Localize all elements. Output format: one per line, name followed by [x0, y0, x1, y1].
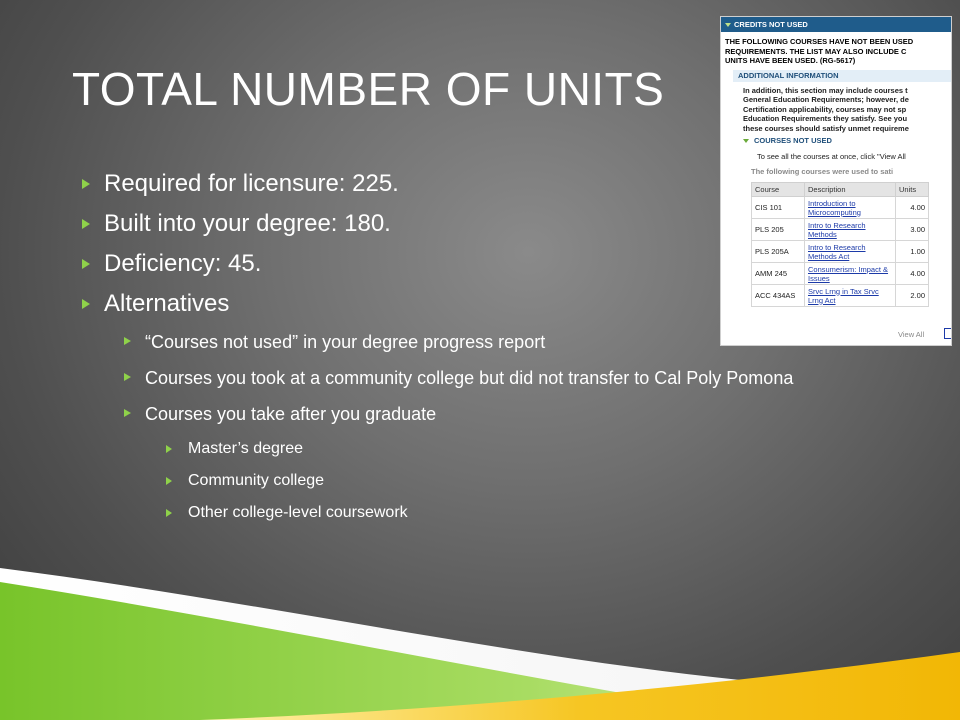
slide-title: TOTAL NUMBER OF UNITS [72, 63, 665, 115]
info-line: In addition, this section may include courses t [743, 85, 908, 95]
course-description-link[interactable]: Intro to Research Methods Act [805, 241, 896, 263]
column-header: Units [896, 183, 929, 197]
bullet-text: Alternatives [104, 290, 230, 317]
course-code: PLS 205 [752, 219, 805, 241]
sub-sub-bullet-text: Master’s degree [188, 440, 304, 457]
see-all-text: To see all the courses at once, click "View All [757, 152, 906, 161]
sub-bullet-text: Courses you take after you graduate [145, 404, 437, 424]
sub-sub-bullet-masters [166, 438, 862, 460]
info-line: these courses should satisfy unmet requireme [743, 123, 909, 133]
warning-line: UNITS HAVE BEEN USED. (RG-5617) [725, 56, 856, 65]
column-header: Description [805, 183, 896, 197]
course-code: PLS 205A [752, 241, 805, 263]
collapse-triangle-icon [743, 139, 749, 143]
courses-not-used-header[interactable] [721, 133, 951, 145]
sub-sub-bullet-text: Community college [188, 472, 325, 489]
degree-progress-screenshot [720, 16, 952, 346]
bullet-text: Built into your degree: 180. [104, 210, 391, 237]
decorative-wave [0, 560, 960, 720]
table-header-row [752, 183, 929, 197]
additional-info-header: ADDITIONAL INFORMATION [733, 70, 951, 82]
course-units: 3.00 [896, 219, 929, 241]
sub-sub-bullet-other [166, 502, 862, 524]
table-row [752, 219, 929, 241]
bullet-arrow-icon [82, 179, 90, 189]
course-description-link[interactable]: Intro to Research Methods [805, 219, 896, 241]
course-units: 2.00 [896, 285, 929, 307]
sub-sub-bullet-text: Other college-level coursework [188, 504, 408, 521]
sub-sub-bullet-community [166, 470, 862, 492]
additional-info-text [721, 82, 951, 134]
courses-table [751, 182, 929, 307]
sub-bullet-after-graduate [124, 402, 862, 426]
bullet-text: Deficiency: 45. [104, 250, 262, 277]
view-all-icon[interactable] [944, 328, 952, 339]
sub-bullet-community-college [124, 366, 862, 390]
course-units: 1.00 [896, 241, 929, 263]
courses-not-used-label: COURSES NOT USED [754, 136, 832, 145]
table-row [752, 263, 929, 285]
sub-bullet-text: Courses you took at a community college but did not transfer to Cal Poly Pomona [145, 368, 794, 388]
bullet-arrow-icon [82, 219, 90, 229]
course-description-link[interactable]: Consumerism: Impact & Issues [805, 263, 896, 285]
sub-bullet-text: “Courses not used” in your degree progress report [145, 332, 546, 352]
collapse-triangle-icon [725, 23, 731, 27]
warning-line: REQUIREMENTS. THE LIST MAY ALSO INCLUDE C [725, 46, 907, 56]
warning-line: THE FOLLOWING COURSES HAVE NOT BEEN USED [725, 37, 914, 46]
credits-not-used-header[interactable] [721, 17, 951, 32]
column-header: Course [752, 183, 805, 197]
course-units: 4.00 [896, 263, 929, 285]
bullet-arrow-icon [166, 509, 172, 517]
used-courses-text: The following courses were used to sati [751, 167, 894, 176]
course-code: CIS 101 [752, 197, 805, 219]
bullet-arrow-icon [124, 337, 131, 345]
bullet-arrow-icon [124, 409, 131, 417]
course-code: ACC 434AS [752, 285, 805, 307]
table-row [752, 285, 929, 307]
course-description-link[interactable]: Srvc Lrng in Tax Srvc Lrng Act [805, 285, 896, 307]
view-all-link[interactable]: View All [898, 330, 925, 339]
info-line: Certification applicability, courses may not sp [743, 104, 907, 114]
info-line: General Education Requirements; however, de [743, 95, 909, 104]
bullet-arrow-icon [166, 477, 172, 485]
bullet-arrow-icon [82, 259, 90, 269]
credits-not-used-label: CREDITS NOT USED [734, 20, 808, 29]
bullet-arrow-icon [166, 445, 172, 453]
course-description-link[interactable]: Introduction to Microcomputing [805, 197, 896, 219]
warning-text [721, 32, 951, 66]
info-line: Education Requirements they satisfy. See you [743, 114, 908, 123]
bullet-text: Required for licensure: 225. [104, 170, 399, 197]
bullet-arrow-icon [124, 373, 131, 381]
table-row [752, 241, 929, 263]
bullet-arrow-icon [82, 299, 90, 309]
course-units: 4.00 [896, 197, 929, 219]
course-code: AMM 245 [752, 263, 805, 285]
table-row [752, 197, 929, 219]
